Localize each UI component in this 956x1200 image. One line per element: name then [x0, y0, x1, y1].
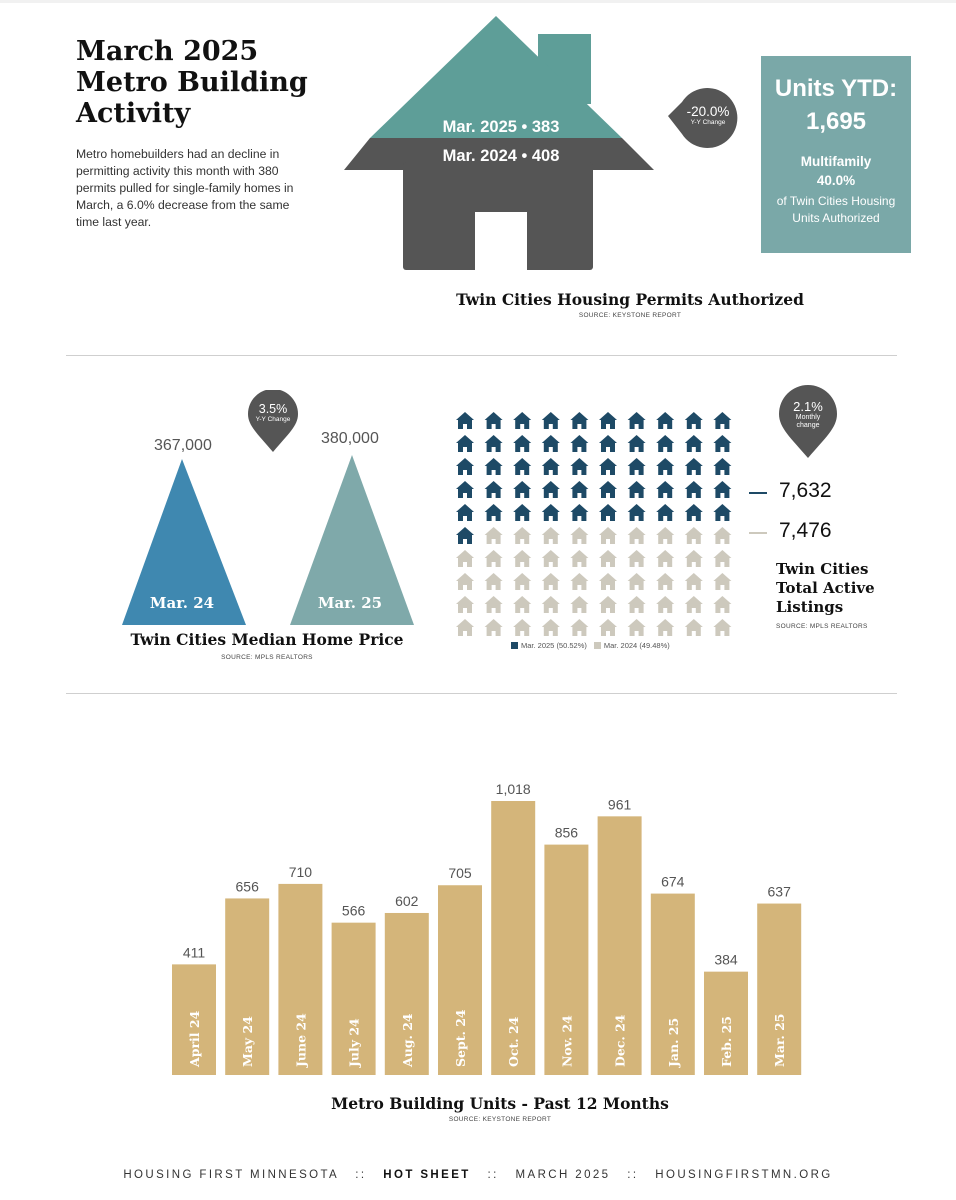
listing-icon-previous	[485, 550, 503, 567]
listing-icon-previous	[570, 527, 588, 544]
listing-icon-previous	[599, 550, 617, 567]
listing-icon-previous	[485, 527, 503, 544]
listing-icon-previous	[456, 573, 474, 590]
bar-value-label: 710	[288, 863, 313, 880]
listing-icon-previous	[542, 596, 560, 613]
listing-icon-current	[685, 481, 703, 498]
ytd-description: of Twin Cities Housing Units Authorized	[776, 194, 896, 225]
footer-sep-2: ::	[487, 1169, 499, 1181]
legend-label-previous: Mar. 2024 (49.48%)	[603, 641, 670, 650]
listing-icon-current	[628, 435, 646, 452]
top-border	[0, 0, 956, 3]
listing-icon-previous	[599, 527, 617, 544]
listing-icon-previous	[570, 596, 588, 613]
permits-change-text	[676, 104, 740, 127]
listing-icon-previous	[599, 619, 617, 636]
listing-icon-previous	[599, 596, 617, 613]
listing-icon-current	[656, 412, 674, 429]
listing-icon-previous	[628, 527, 646, 544]
listing-icon-current	[570, 481, 588, 498]
median-price-change-pct: 3.5%	[258, 402, 288, 416]
bar-value-label: 674	[661, 873, 685, 890]
footer-sep-3: ::	[627, 1169, 639, 1181]
listing-icon-previous	[513, 527, 531, 544]
listing-icon-previous	[656, 527, 674, 544]
listing-icon-current	[485, 458, 503, 475]
listing-icon-previous	[456, 550, 474, 567]
median-price-change-caption: Y-Y Change	[255, 416, 291, 423]
listing-icon-current	[513, 458, 531, 475]
ytd-multifamily-label: Multifamily	[800, 154, 872, 169]
listing-icon-previous	[570, 619, 588, 636]
bar-value-label: 384	[714, 951, 738, 968]
listing-icon-current	[713, 504, 731, 521]
listing-icon-previous	[542, 550, 560, 567]
listings-previous-value: 7,476	[779, 519, 832, 542]
intro-text: Metro homebuilders had an decline in permitting activity this month with 380 permits pulled for single-family homes in March, a 6.0% decrease from the same time last year.	[76, 147, 294, 229]
listing-icon-previous	[485, 573, 503, 590]
listing-icon-previous	[713, 550, 731, 567]
bar-category-label: July 24	[346, 1018, 362, 1067]
listing-icon-previous	[685, 550, 703, 567]
listing-icon-current	[713, 458, 731, 475]
listings-current-value: 7,632	[779, 479, 832, 502]
listing-icon-current	[685, 412, 703, 429]
listing-icon-current	[456, 458, 474, 475]
listing-icon-current	[628, 481, 646, 498]
bar-category-label: May 24	[240, 1016, 256, 1067]
listings-current-marker	[749, 492, 767, 494]
legend-swatch-current	[511, 642, 518, 649]
listing-icon-previous	[485, 596, 503, 613]
bar-value-label: 961	[607, 796, 632, 813]
bar-category-label: Oct. 24	[506, 1016, 522, 1067]
listing-icon-current	[456, 481, 474, 498]
legend-item-previous	[594, 641, 670, 650]
listing-icon-current	[599, 481, 617, 498]
bar-category-label: June 24	[293, 1013, 309, 1067]
ytd-value: 1,695	[805, 108, 867, 135]
listing-icon-current	[656, 504, 674, 521]
bar-value-label: 602	[395, 892, 419, 909]
listing-icon-previous	[685, 619, 703, 636]
listing-icon-current	[685, 435, 703, 452]
page-title: March 2025 Metro Building Activity	[76, 36, 308, 129]
bar-category-label: Nov. 24	[559, 1015, 575, 1067]
bar-category-label: Dec. 24	[612, 1014, 628, 1067]
permits-title: Twin Cities Housing Permits Authorized	[456, 290, 804, 309]
bar-category-label: April 24	[187, 1010, 202, 1067]
ytd-title: Units YTD:	[774, 75, 898, 102]
listing-icon-current	[599, 412, 617, 429]
listing-icon-current	[513, 504, 531, 521]
listing-icon-current	[485, 435, 503, 452]
median-price-prev-value: 367,000	[154, 437, 212, 454]
listing-icon-previous	[656, 550, 674, 567]
listing-icon-current	[713, 412, 731, 429]
listing-icon-current	[456, 435, 474, 452]
listing-icon-current	[485, 412, 503, 429]
listing-icon-current	[542, 504, 560, 521]
listing-icon-current	[513, 435, 531, 452]
listing-icon-previous	[713, 527, 731, 544]
listings-source: SOURCE: MPLS REALTORS	[776, 623, 868, 630]
listing-icon-current	[485, 481, 503, 498]
listings-change-pct: 2.1%	[793, 399, 823, 414]
listing-icon-current	[542, 412, 560, 429]
listing-icon-current	[542, 458, 560, 475]
section-divider-1	[66, 355, 897, 356]
listings-change-text	[776, 399, 840, 430]
listing-icon-current	[628, 504, 646, 521]
median-price-change-text	[244, 402, 302, 424]
listing-icon-previous	[542, 527, 560, 544]
listing-icon-current	[628, 458, 646, 475]
listing-icon-previous	[542, 619, 560, 636]
permits-house-graphic	[340, 12, 660, 274]
footer-org: HOUSING FIRST MINNESOTA	[123, 1169, 339, 1181]
listing-icon-previous	[713, 596, 731, 613]
listing-icon-current	[542, 435, 560, 452]
listing-icon-current	[599, 458, 617, 475]
footer-date: MARCH 2025	[515, 1169, 611, 1181]
permits-current-label: Mar. 2025 • 383	[442, 118, 560, 136]
bar-chart-source: SOURCE: KEYSTONE REPORT	[448, 1116, 552, 1123]
footer-sep-1: ::	[355, 1169, 367, 1181]
section-divider-2	[66, 693, 897, 694]
building-units-bar-chart	[160, 770, 820, 1080]
listing-icon-previous	[628, 596, 646, 613]
listing-icon-previous	[513, 550, 531, 567]
footer-sheet: HOT SHEET	[383, 1169, 471, 1181]
permits-source: SOURCE: KEYSTONE REPORT	[578, 312, 682, 319]
bar-value-label: 637	[767, 883, 791, 900]
bar-value-label: 705	[448, 865, 472, 882]
listing-icon-previous	[628, 550, 646, 567]
listing-icon-current	[570, 435, 588, 452]
bar-value-label: 656	[235, 878, 259, 895]
ytd-multifamily-pct: 40.0%	[816, 173, 856, 188]
permits-change-caption: Y-Y Change	[690, 119, 726, 126]
listing-icon-previous	[656, 573, 674, 590]
listing-icon-current	[685, 504, 703, 521]
listing-icon-previous	[513, 619, 531, 636]
bar-value-label: 566	[341, 902, 366, 919]
median-price-curr-label: Mar. 25	[317, 594, 383, 612]
listing-icon-previous	[513, 596, 531, 613]
listing-icon-current	[570, 504, 588, 521]
listing-icon-previous	[570, 550, 588, 567]
listing-icon-current	[656, 435, 674, 452]
listing-icon-current	[570, 412, 588, 429]
bar-category-label: Mar. 25	[772, 1013, 788, 1067]
listing-icon-previous	[628, 619, 646, 636]
footer-site: HOUSINGFIRSTMN.ORG	[655, 1169, 833, 1181]
median-price-curr-value: 380,000	[321, 430, 379, 447]
listing-icon-previous	[456, 596, 474, 613]
listing-icon-current	[513, 481, 531, 498]
units-ytd-box	[761, 56, 911, 253]
listing-icon-current	[656, 458, 674, 475]
listing-icon-previous	[656, 596, 674, 613]
bar-category-label: Jan. 25	[665, 1017, 681, 1067]
listing-icon-current	[713, 481, 731, 498]
listing-icon-current	[628, 412, 646, 429]
permits-change-pct: -20.0%	[686, 104, 730, 119]
listing-icon-previous	[713, 573, 731, 590]
listing-icon-current	[456, 527, 474, 544]
footer	[0, 1169, 956, 1181]
listing-icon-previous	[599, 573, 617, 590]
house-door	[475, 212, 527, 272]
listing-icon-previous	[542, 573, 560, 590]
median-price-prev-label: Mar. 24	[149, 594, 215, 612]
listings-title: Twin Cities Total Active Listings	[776, 560, 875, 616]
listing-icon-previous	[485, 619, 503, 636]
listings-legend	[511, 641, 670, 650]
listing-icon-current	[570, 458, 588, 475]
listing-icon-previous	[685, 573, 703, 590]
bar-category-label: Feb. 25	[719, 1016, 734, 1067]
legend-item-current	[511, 641, 587, 650]
listing-icon-current	[456, 412, 474, 429]
permits-previous-label: Mar. 2024 • 408	[442, 147, 560, 165]
listing-icon-current	[713, 435, 731, 452]
listings-icon-grid	[450, 408, 740, 636]
listing-icon-current	[542, 481, 560, 498]
listing-icon-previous	[456, 619, 474, 636]
bar-value-label: 411	[182, 944, 206, 961]
legend-label-current: Mar. 2025 (50.52%)	[521, 641, 587, 650]
listing-icon-previous	[685, 527, 703, 544]
bar-category-label: Aug. 24	[399, 1013, 415, 1067]
bar-value-label: 856	[554, 824, 579, 841]
listing-icon-previous	[628, 573, 646, 590]
listing-icon-previous	[685, 596, 703, 613]
listing-icon-current	[685, 458, 703, 475]
listing-icon-current	[599, 504, 617, 521]
bar-chart-title: Metro Building Units - Past 12 Months	[331, 1094, 669, 1113]
listing-icon-previous	[656, 619, 674, 636]
median-price-source: SOURCE: MPLS REALTORS	[221, 654, 313, 661]
bar-category-label: Sept. 24	[453, 1009, 468, 1067]
legend-swatch-previous	[594, 642, 601, 649]
bar-value-label: 1,018	[495, 781, 531, 797]
listing-icon-current	[656, 481, 674, 498]
listings-change-caption: Monthly change	[795, 414, 821, 429]
listing-icon-current	[599, 435, 617, 452]
listing-icon-previous	[570, 573, 588, 590]
listing-icon-current	[485, 504, 503, 521]
median-price-title: Twin Cities Median Home Price	[130, 630, 404, 649]
listing-icon-previous	[713, 619, 731, 636]
listing-icon-current	[513, 412, 531, 429]
listings-previous-marker	[749, 532, 767, 534]
listing-icon-previous	[513, 573, 531, 590]
listing-icon-current	[456, 504, 474, 521]
